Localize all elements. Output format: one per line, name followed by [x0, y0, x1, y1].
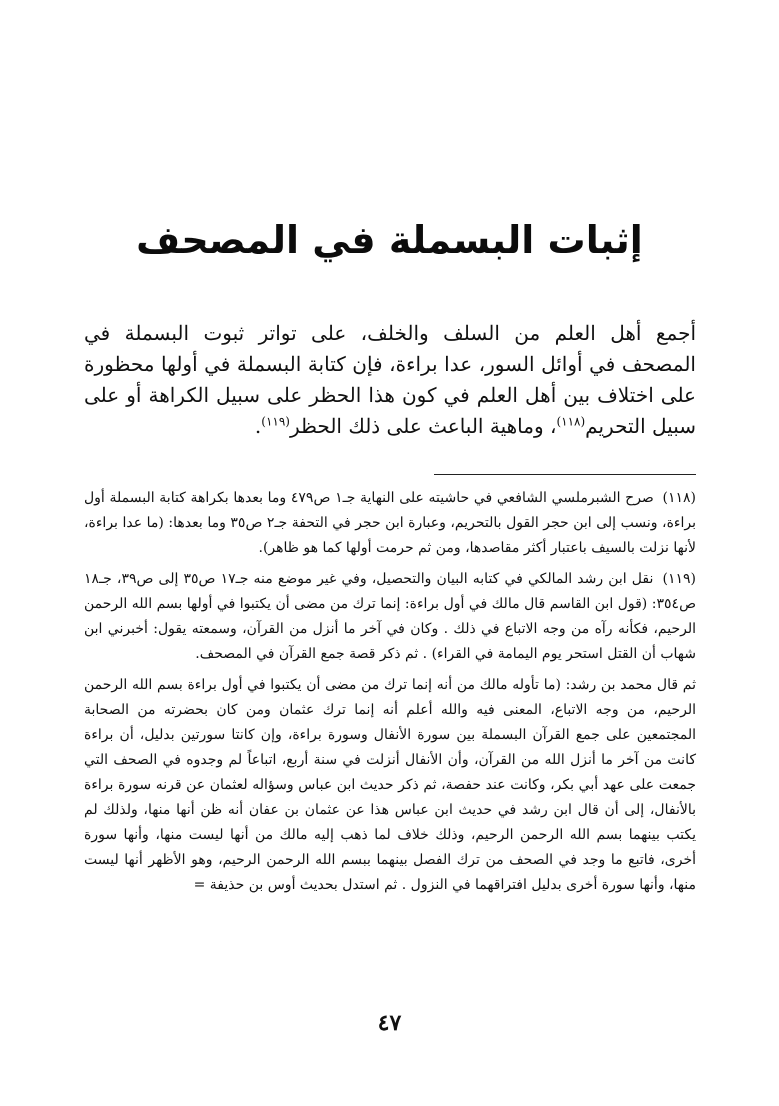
footnote-separator: [434, 474, 696, 475]
footnote-ref-119: (١١٩): [261, 414, 290, 429]
footnote-119-continuation: ثم قال محمد بن رشد: (ما تأوله مالك من أنه إنما ترك من مضى أن يكتبوا في أول براءة بسم الله الرحمن الرحيم، من وجه الاتباع، المعنى فيه والله أعلم أنه إنما ترك عثمان ومن كان بحضرته من الصحابة المجتمعين على جمع القرآن البسملة بين سورة الأنفال وسورة براءة، وإن كانتا سورتين بدليل، أن براءة كانت من آخر ما أنزل الله من القرآن، وأن الأنفال أنزلت في سنة أربع، اتباعاً لم وجدوه في الصحف التي جمعت على عهد أبي بكر، وكانت عند حفصة، ثم ذكر حديث ابن عباس وسؤاله لعثمان عن قرنه سورة براءة بالأنفال، إلى أن قال ابن رشد في حديث ابن عباس هذا عن عثمان بن عفان أنه ظن أنها منها، ولذلك لم يكتب بينهما بسم الله الرحمن الرحيم، وذلك خلاف لما ذهب إليه مالك من أنها ليست منها، وأنها سورة أخرى، فاتبع ما وجد في الصحف من ترك الفصل بينهما ببسم الله الرحمن الرحيم، وهو الأظهر أنها ليست منها، وأنها سورة أخرى بدليل افتراقهما في النزول . ثم استدل بحديث أوس بن حذيفة =: [84, 677, 696, 893]
main-text-part-1: أجمع أهل العلم من السلف والخلف، على تواتر ثبوت البسملة في المصحف في أوائل السور، عدا براءة، فإن كتابة البسملة في أولها محظورة على اختلاف بين أهل العلم في كون هذا الحظر على سبيل الكراهة أو على سبيل التحريم: [84, 321, 697, 438]
page-number: ٤٧: [377, 1010, 402, 1036]
main-paragraph: [84, 318, 696, 442]
footnote-text: نقل ابن رشد المالكي في كتابه البيان والتحصيل، وفي غير موضع منه جـ١٧ ص٣٥ إلى ص٣٩، جـ١٨ ص٣٥٤: (قول ابن القاسم قال مالك في أول براءة: إنما ترك من مضى أن يكتبوا في أولها بسم الله الرحمن الرحيم، فكأنه رآه من وجه الاتباع في ذلك . وكان في آخر ما أنزل من القرآن، وسمعته يقول: أخبرني ابن شهاب أن القتل استحر يوم اليمامة في القراء) . ثم ذكر قصة جمع القرآن في المصحف.: [84, 571, 696, 662]
footnote-number: (١١٩): [662, 571, 696, 587]
footnotes-section: [84, 486, 696, 898]
footnote-number: (١١٨): [662, 490, 696, 506]
main-text-part-2: ، وماهية الباعث على ذلك الحظر: [289, 414, 557, 438]
main-text-part-3: .: [254, 414, 262, 438]
footnote-119: [84, 567, 696, 667]
footnote-ref-118: (١١٨): [556, 414, 586, 429]
footnote-118: [84, 486, 696, 561]
page-title: إثبات البسملة في المصحف: [136, 218, 643, 262]
footnote-text: صرح الشبرملسي الشافعي في حاشيته على النهاية جـ١ ص٤٧٩ وما بعدها بكراهة كتابة البسملة أول براءة، ونسب إلى ابن حجر القول بالتحريم، وعبارة ابن حجر في التحفة جـ٢ ص٣٥ وما بعدها: (ما عدا براءة، لأنها نزلت بالسيف باعتبار أكثر مقاصدها، ومن ثم حرمت أولها كما هو ظاهر).: [84, 490, 696, 556]
